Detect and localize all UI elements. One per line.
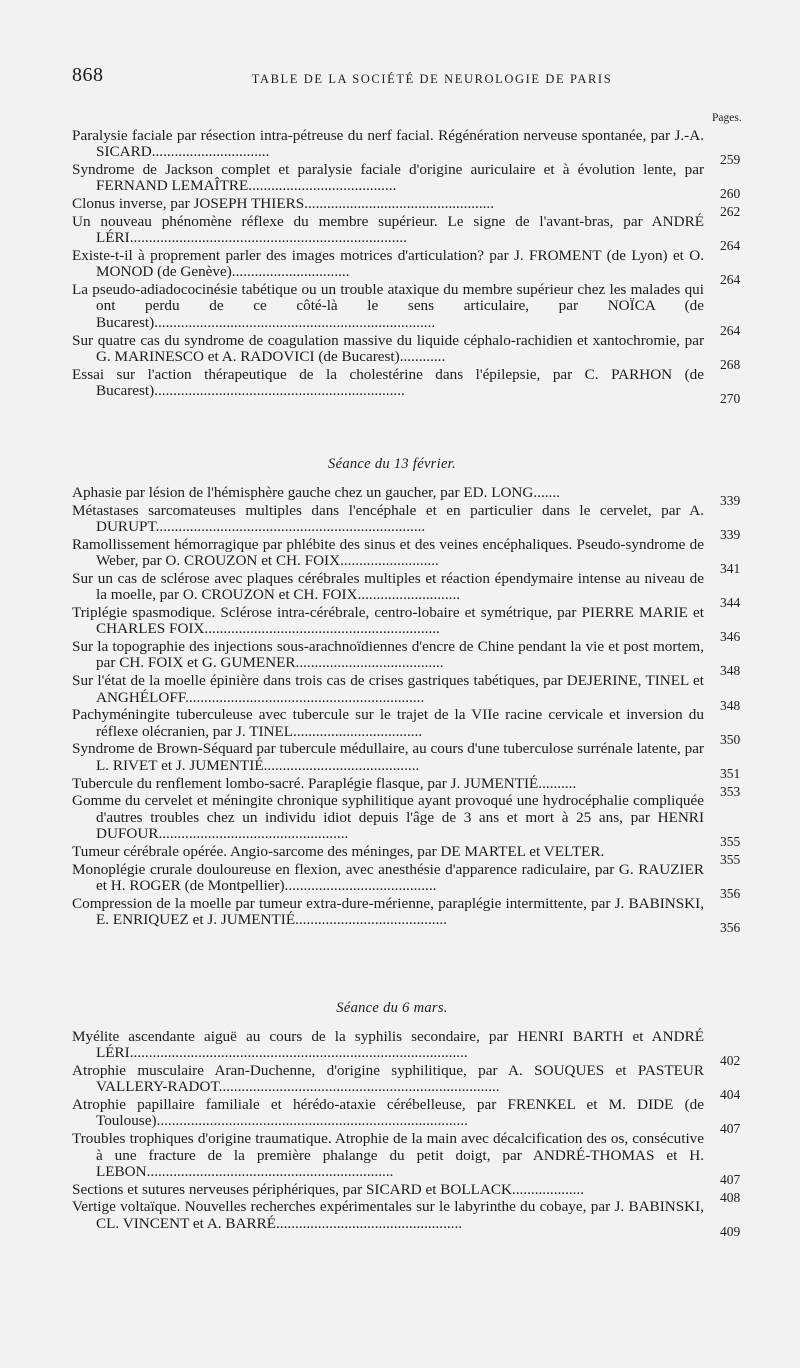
toc-entry — [72, 281, 741, 338]
entry-page-number: 402 — [720, 1053, 741, 1069]
toc-entry — [72, 638, 741, 679]
entry-text: La pseudo-adiadococinésie tabétique ou un trouble ataxique du membre supérieur chez les malades qui ont perdu de ce côté-là le sens articulaire, par NOÏCA (de Bucarest).......................................................................... — [72, 281, 704, 331]
entry-text: Tubercule du renflement lombo-sacré. Paraplégie flasque, par J. JUMENTIÉ.......... — [72, 774, 577, 792]
toc-entry — [72, 894, 741, 935]
entry-text: Syndrome de Jackson complet et paralysie faciale d'origine auriculaire et à évolution lente, par FERNAND LEMAÎTRE....................................... — [72, 161, 704, 195]
entry-text: Gomme du cervelet et méningite chronique syphilitique ayant provoqué une hydrocéphalie compliquée d'autres troubles chez un individu idiot depuis l'âge de 3 ans et mort à 25 ans, par HENRI DUFOUR.................................................. — [72, 792, 704, 842]
toc-entry — [72, 195, 741, 220]
entry-page-number: 339 — [720, 527, 741, 543]
toc-entry — [72, 1062, 741, 1103]
entry-text: Sur quatre cas du syndrome de coagulation massive du liquide céphalo-rachidien et xantochromie, par G. MARINESCO et A. RADOVICI (de Bucarest)............ — [72, 331, 704, 365]
entry-text: Clonus inverse, par JOSEPH THIERS.................................................. — [72, 195, 495, 213]
section-seance-6-mars — [72, 1000, 741, 1239]
entry-page-number: 355 — [720, 851, 741, 867]
section-untitled — [72, 127, 741, 406]
entry-text: Métastases sarcomateuses multiples dans l'encéphale et en particulier dans le cervelet, par A. DURUPT....................................................................... — [72, 501, 704, 536]
entry-page-number: 341 — [720, 561, 741, 577]
entry-page-number: 351 — [720, 765, 741, 781]
entry-page-number: 344 — [720, 595, 741, 611]
entry-page-number: 346 — [720, 629, 741, 645]
entry-text: Vertige voltaïque. Nouvelles recherches expérimentales sur le labyrinthe du cobaye, par J. BABINSKI, CL. VINCENT et A. BARRÉ................................................. — [72, 1198, 704, 1232]
toc-entry — [72, 706, 741, 747]
entry-text: Myélite ascendante aiguë au cours de la syphilis secondaire, par HENRI BARTH et ANDRÉ LÉRI......................................................................................... — [72, 1028, 704, 1062]
entry-page-number: 355 — [720, 833, 741, 849]
toc-entry — [72, 484, 741, 508]
toc-entry — [72, 740, 741, 781]
entry-text: Pachyméningite tuberculeuse avec tubercule sur le trajet de la VIIe racine cervicale et inversion du réflexe olécranien, par J. TINEL.................................. — [72, 706, 704, 740]
entry-page-number: 348 — [720, 663, 741, 679]
entry-text: Existe-t-il à proprement parler des images motrices d'articulation? par J. FROMENT (de Lyon) et O. MONOD (de Genève)............................... — [72, 247, 704, 281]
toc-entry — [72, 1028, 741, 1069]
entry-page-number: 268 — [720, 356, 741, 372]
page-number: 868 — [72, 64, 104, 86]
entry-page-number: 264 — [720, 238, 741, 254]
toc-entry — [72, 1180, 741, 1205]
entry-page-number: 348 — [720, 697, 741, 713]
entry-text: Essai sur l'action thérapeutique de la cholestérine dans l'épilepsie, par C. PARHON (de Bucarest).................................................................. — [72, 365, 704, 399]
entry-page-number: 407 — [720, 1121, 741, 1137]
toc-entry — [72, 1198, 741, 1239]
toc-entry — [72, 860, 741, 901]
toc-entry — [72, 365, 741, 406]
entry-page-number: 407 — [720, 1171, 741, 1187]
entry-page-number: 353 — [720, 783, 741, 799]
entry-page-number: 339 — [720, 493, 741, 508]
entry-page-number: 409 — [720, 1223, 741, 1239]
toc-entry — [72, 842, 741, 867]
entry-text: Syndrome de Brown-Séquard par tubercule médullaire, au cours d'une tuberculose surrénale latente, par L. RIVET et J. JUMENTIÉ......................................... — [72, 740, 704, 774]
entry-page-number: 408 — [720, 1189, 741, 1205]
section-title: Séance du 13 février. — [328, 456, 456, 472]
toc-entry — [72, 792, 741, 849]
entry-text: Sections et sutures nerveuses périphériques, par SICARD et BOLLACK................... — [72, 1180, 585, 1198]
running-title: TABLE DE LA SOCIÉTÉ DE NEUROLOGIE DE PARIS — [251, 72, 613, 86]
entry-text: Triplégie spasmodique. Sclérose intra-cérébrale, centro-lobaire et symétrique, par PIERRE MARIE et CHARLES FOIX.............................................................. — [72, 604, 704, 638]
entry-text: Sur l'état de la moelle épinière dans trois cas de crises gastriques tabétiques, par DEJERINE, TINEL et ANGHÉLOFF............................................................... — [72, 672, 704, 706]
entry-text: Troubles trophiques d'origine traumatique. Atrophie de la main avec décalcification des os, consécutive à une fracture de la première phalange du petit doigt, par ANDRÉ-THOMAS et H. LEBON................................................................. — [72, 1130, 704, 1180]
toc-entry — [72, 774, 741, 799]
entry-text: Sur la topographie des injections sous-arachnoïdiennes d'encre de Chine pendant la vie et post mortem, par CH. FOIX et G. GUMENER....................................... — [72, 638, 704, 672]
toc-entry — [72, 1096, 741, 1137]
entry-text: Monoplégie crurale douloureuse en flexion, avec anesthésie d'apparence radiculaire, par G. RAUZIER et H. ROGER (de Montpellier)........................................ — [72, 860, 704, 894]
toc-entry — [72, 1130, 741, 1187]
section-seance-13-fevrier — [72, 456, 741, 935]
entry-text: Un nouveau phénomène réflexe du membre supérieur. Le signe de l'avant-bras, par ANDRÉ LÉRI......................................................................... — [72, 212, 704, 247]
section-title: Séance du 6 mars. — [336, 1000, 448, 1016]
entry-text: Atrophie musculaire Aran-Duchenne, d'origine syphilitique, par A. SOUQUES et PASTEUR VALLERY-RADOT.......................................................................... — [72, 1062, 704, 1096]
entry-page-number: 259 — [720, 152, 741, 168]
entry-page-number: 264 — [720, 322, 741, 338]
toc-entry — [72, 127, 741, 168]
entry-text: Compression de la moelle par tumeur extra-dure-mérienne, paraplégie intermittente, par J. BABINSKI, E. ENRIQUEZ et J. JUMENTIÉ........................................ — [72, 894, 704, 928]
entry-text: Sur un cas de sclérose avec plaques cérébrales multiples et réaction épendymaire intense au niveau de la moelle, par O. CROUZON et CH. FOIX........................... — [72, 569, 704, 604]
toc-entry — [72, 161, 741, 202]
toc-entry — [72, 331, 741, 372]
toc-entry — [72, 604, 741, 645]
toc-entry — [72, 247, 741, 288]
entry-page-number: 356 — [720, 885, 741, 901]
entry-page-number: 404 — [720, 1087, 741, 1103]
entry-page-number: 270 — [720, 390, 741, 406]
toc-entry — [72, 672, 741, 713]
entry-text: Ramollissement hémorragique par phlébite des sinus et des veines encéphaliques. Pseudo-syndrome de Weber, par O. CROUZON et CH. FOIX.......................... — [72, 535, 704, 570]
entry-page-number: 262 — [720, 204, 741, 220]
page-header — [72, 64, 732, 94]
entry-text: Tumeur cérébrale opérée. Angio-sarcome des méninges, par DE MARTEL et VELTER. — [72, 842, 605, 860]
entry-page-number: 264 — [720, 272, 741, 288]
entry-text: Atrophie papillaire familiale et hérédo-ataxie cérébelleuse, par FRENKEL et M. DIDE (de Toulouse).................................................................................. — [72, 1096, 704, 1130]
pages-column-label: Pages. — [712, 112, 742, 124]
entry-page-number: 356 — [720, 919, 741, 935]
toc-entry — [72, 501, 741, 543]
entry-text: Aphasie par lésion de l'hémisphère gauche chez un gaucher, par ED. LONG....... — [72, 484, 560, 501]
entry-page-number: 350 — [720, 731, 741, 747]
entry-text: Paralysie faciale par résection intra-pétreuse du nerf facial. Régénération nerveuse spontanée, par J.-A. SICARD............................... — [72, 127, 704, 161]
entry-page-number: 260 — [720, 186, 741, 202]
